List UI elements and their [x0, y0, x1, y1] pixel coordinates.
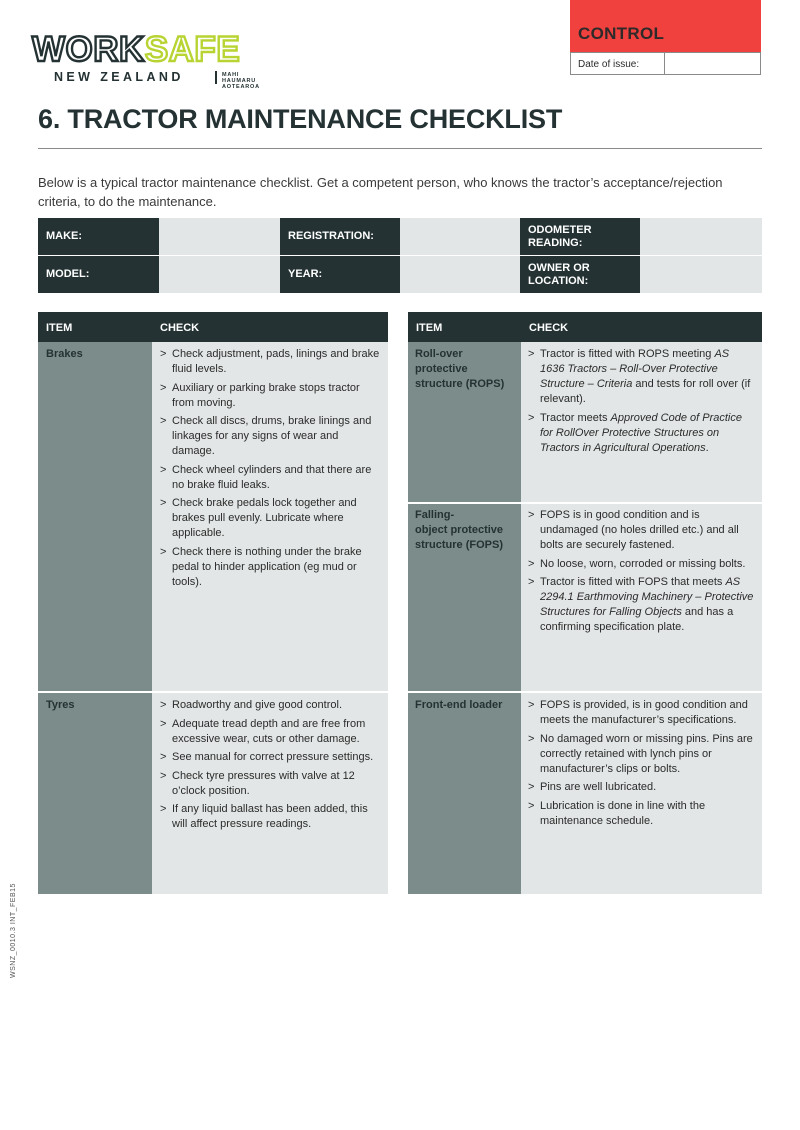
- row-divider: [408, 691, 762, 693]
- list-item: > Check all discs, drums, brake linings and linkages for any signs of wear and damage.: [160, 414, 380, 459]
- table-header: ITEM CHECK: [38, 312, 388, 342]
- item-column: [38, 342, 152, 894]
- make-label: MAKE:: [38, 218, 159, 255]
- list-item: > Check there is nothing under the brake pedal to hinder application (eg mud or tools).: [160, 545, 380, 590]
- item-brakes: Brakes: [46, 348, 83, 360]
- date-of-issue-box: [570, 52, 761, 75]
- tyres-checks: [160, 698, 380, 836]
- document-code: WSNZ_0010.3 INT_FEB15: [10, 883, 17, 978]
- list-item: > See manual for correct pressure settings.: [160, 750, 380, 765]
- left-checklist-table: [38, 312, 388, 894]
- control-banner: [570, 0, 761, 52]
- list-item: > FOPS is in good condition and is undamaged (no holes drilled etc.) and all bolts are securely fastened.: [528, 508, 756, 553]
- registration-field[interactable]: [400, 218, 520, 255]
- list-item: > FOPS is provided, is in good condition and meets the manufacturer’s specifications.: [528, 698, 756, 728]
- logo-divider: [215, 71, 217, 84]
- logo-wordmark: WORKSAFE: [32, 30, 241, 69]
- list-item: > Roadworthy and give good control.: [160, 698, 380, 713]
- rops-checks: [528, 347, 756, 459]
- list-item: > Adequate tread depth and are free from excessive wear, cuts or other damage.: [160, 717, 380, 747]
- owner-location-label: OWNER OR LOCATION:: [520, 256, 640, 293]
- title-divider: [38, 148, 762, 149]
- date-of-issue-field[interactable]: [664, 52, 761, 75]
- item-front-end-loader: Front-end loader: [415, 699, 503, 711]
- worksafe-logo: [32, 30, 272, 90]
- list-item: > Check tyre pressures with valve at 12 o’clock position.: [160, 769, 380, 799]
- list-item: > Tractor is fitted with ROPS meeting AS 1636 Tractors – Roll-Over Protective Structure – Criteria and tests for roll over (if relevant).: [528, 347, 756, 407]
- year-field[interactable]: [400, 256, 520, 293]
- page-title: 6. TRACTOR MAINTENANCE CHECKLIST: [38, 104, 563, 134]
- list-item: > Lubrication is done in line with the maintenance schedule.: [528, 799, 756, 829]
- item-column: [408, 342, 521, 894]
- table-header: ITEM CHECK: [408, 312, 762, 342]
- owner-location-field[interactable]: [640, 256, 762, 293]
- list-item: > Pins are well lubricated.: [528, 780, 756, 795]
- list-item: > Tractor meets Approved Code of Practice for RollOver Protective Structures on Tractors in Agricultural Operations.: [528, 411, 756, 456]
- list-item: > No damaged worn or missing pins. Pins are correctly retained with lynch pins or manufacturer’s clips or bolts.: [528, 732, 756, 777]
- registration-label: REGISTRATION:: [280, 218, 400, 255]
- item-tyres: Tyres: [46, 699, 75, 711]
- make-field[interactable]: [159, 218, 279, 255]
- list-item: > Tractor is fitted with FOPS that meets AS 2294.1 Earthmoving Machinery – Protective Structures for Falling Objects and has a confirming specification plate.: [528, 575, 756, 635]
- model-field[interactable]: [159, 256, 279, 293]
- right-checklist-table: [408, 312, 762, 894]
- loader-checks: [528, 698, 756, 832]
- model-label: MODEL:: [38, 256, 159, 293]
- list-item: > Check brake pedals lock together and brakes pull evenly. Lubricate where applicable.: [160, 496, 380, 541]
- list-item: > Check wheel cylinders and that there are no brake fluid leaks.: [160, 463, 380, 493]
- fops-checks: [528, 508, 756, 639]
- intro-paragraph: Below is a typical tractor maintenance checklist. Get a competent person, who knows the tractor’s acceptance/rejection criteria, to do the maintenance.: [38, 175, 723, 209]
- odometer-field[interactable]: [640, 218, 762, 255]
- row-divider: [38, 691, 388, 693]
- row-divider: [408, 502, 762, 504]
- brakes-checks: [160, 347, 380, 593]
- logo-maori-text: MAHI HAUMARU AOTEAROA: [222, 72, 260, 90]
- item-fops: Falling- object protective structure (FOPS): [415, 509, 504, 551]
- list-item: > Check adjustment, pads, linings and brake fluid levels.: [160, 347, 380, 377]
- list-item: > Auxiliary or parking brake stops tractor from moving.: [160, 381, 380, 411]
- list-item: > If any liquid ballast has been added, this will affect pressure readings.: [160, 802, 380, 832]
- date-of-issue-label: Date of issue:: [578, 59, 640, 70]
- odometer-label: ODOMETER READING:: [520, 218, 640, 255]
- year-label: YEAR:: [280, 256, 400, 293]
- vehicle-info-grid: [38, 218, 762, 293]
- list-item: > No loose, worn, corroded or missing bolts.: [528, 557, 756, 572]
- control-label: CONTROL: [578, 24, 665, 43]
- logo-subtitle: NEW ZEALAND: [54, 70, 184, 84]
- item-rops: Roll-over protective structure (ROPS): [415, 348, 505, 390]
